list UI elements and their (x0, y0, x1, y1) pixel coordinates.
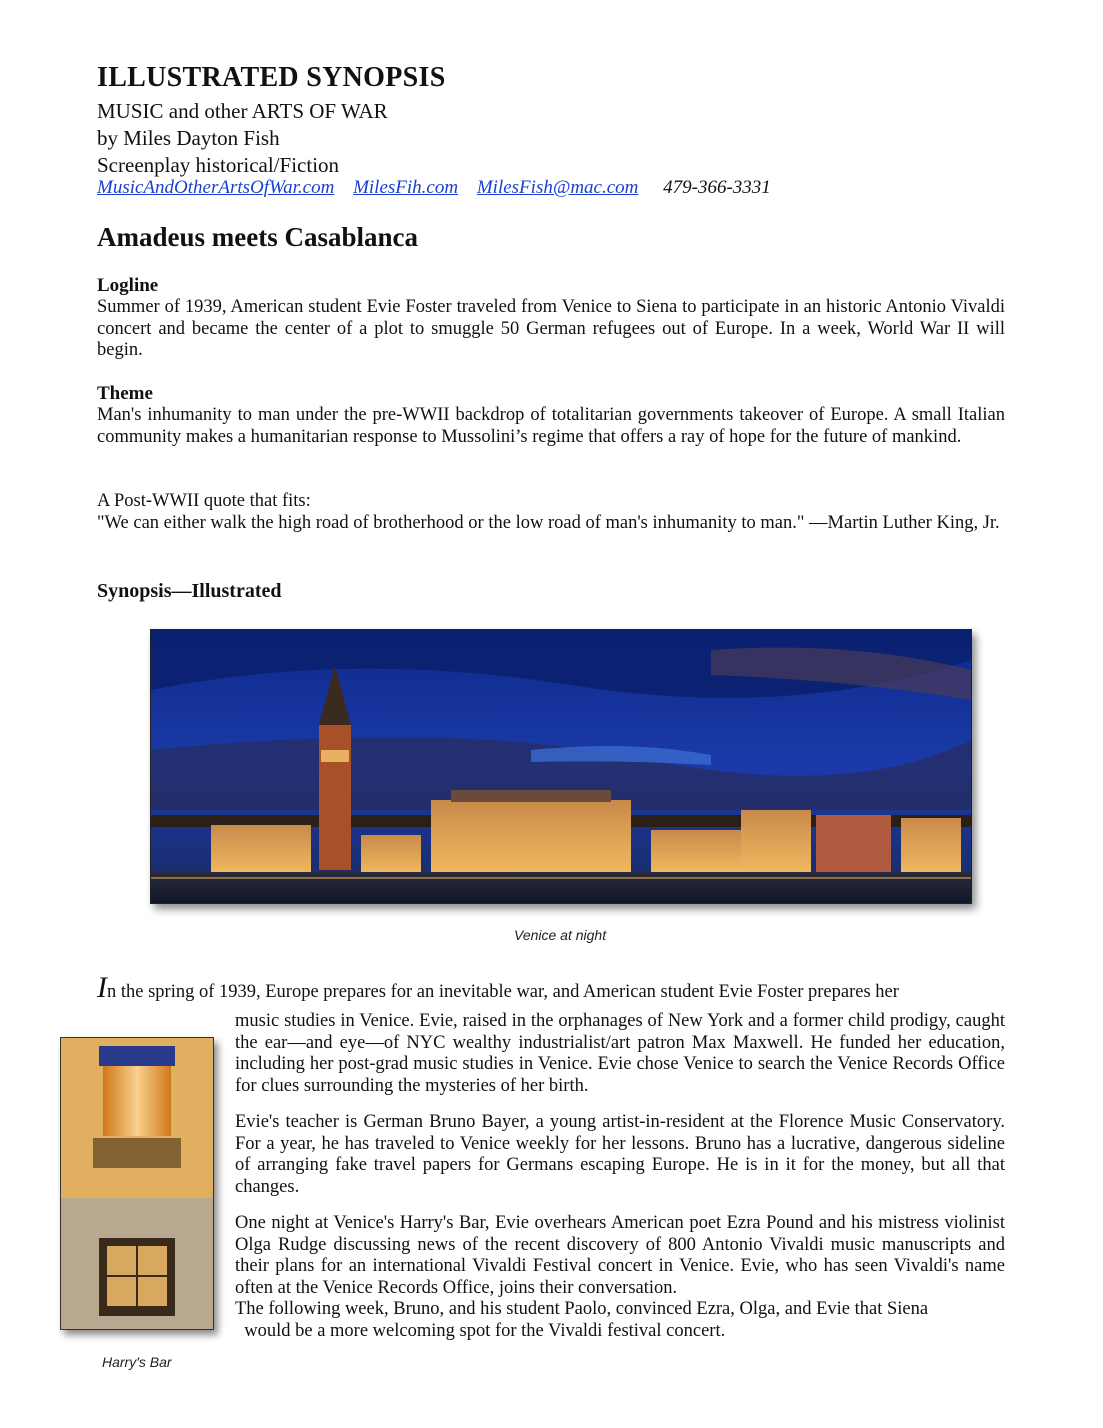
tagline-heading: Amadeus meets Casablanca (97, 222, 418, 252)
logline-text: Summer of 1939, American student Evie Foster traveled from Venice to Siena to participate in an historic Antonio Vivaldi concert and became the center of a plot to smuggle 50 German refugees out of Europe. In a week, World War II will begin. (97, 297, 1005, 361)
work-title: MUSIC and other ARTS OF WAR (97, 99, 388, 123)
synopsis-para-4-line-1: The following week, Bruno, and his student Paolo, convinced Ezra, Olga, and Evie that Siena (235, 1299, 929, 1319)
author-line: by Miles Dayton Fish (97, 126, 280, 150)
phone-number: 479-366-3331 (663, 177, 771, 198)
synopsis-para-4-line-2: would be a more welcoming spot for the Vivaldi festival concert. (235, 1321, 726, 1341)
para-1-line-1: n the spring of 1939, Europe prepares for an inevitable war, and American student Evie Foster prepares her (107, 982, 899, 1002)
genre-line: Screenplay historical/Fiction (97, 153, 340, 177)
email-link[interactable]: MilesFish@mac.com (476, 177, 639, 198)
synopsis-para-2: Evie's teacher is German Bruno Bayer, a young artist-in-resident at the Florence Music Conservatory. For a year, he has traveled to Venice weekly for her lessons. Bruno has a lucrative, dangerous sideline of arranging fake travel papers for Germans escaping Europe. He is in it for the money, but all that changes. (235, 1112, 1005, 1197)
quote-intro: A Post-WWII quote that fits: (97, 491, 311, 511)
website-link-2[interactable]: MilesFih.com (353, 177, 459, 198)
logline-heading: Logline (97, 275, 159, 296)
harrys-bar-caption: Harry's Bar (102, 1354, 172, 1370)
theme-text: Man's inhumanity to man under the pre-WWII backdrop of totalitarian governments takeover of Europe. A small Italian community makes a humanitarian response to Mussolini’s regime that offers a ray of hope for the future of mankind. (97, 405, 1005, 447)
venice-caption: Venice at night (514, 927, 607, 943)
synopsis-heading: Synopsis—Illustrated (97, 580, 282, 602)
quote-text: "We can either walk the high road of brotherhood or the low road of man's inhumanity to man." —Martin Luther King, Jr. (97, 513, 1000, 533)
synopsis-para-3: One night at Venice's Harry's Bar, Evie overhears American poet Ezra Pound and his mistress violinist Olga Rudge discussing news of the recent discovery of 800 Antonio Vivaldi music manuscripts and their plans for an international Vivaldi Festival concert in Venice. Evie, who has seen Vivaldi's name often at the Venice Records Office, joins their conversation. (235, 1213, 1005, 1298)
drop-cap: I (97, 971, 107, 1004)
harrys-bar-image (60, 1037, 214, 1330)
website-link-1[interactable]: MusicAndOtherArtsOfWar.com (97, 177, 335, 198)
document-title: ILLUSTRATED SYNOPSIS (97, 62, 446, 93)
synopsis-para-1: music studies in Venice. Evie, raised in the orphanages of New York and a former child prodigy, caught the ear—and eye—of NYC wealthy industrialist/art patron Max Maxwell. He funded her education, including her post-grad music studies in Venice. Evie chose Venice to search the Venice Records Office for clues surrounding the mysteries of her birth. (235, 1011, 1005, 1096)
theme-heading: Theme (97, 383, 153, 404)
contact-links (97, 177, 771, 199)
synopsis-para-1-first-line (97, 971, 1005, 1004)
venice-night-image (150, 629, 972, 904)
